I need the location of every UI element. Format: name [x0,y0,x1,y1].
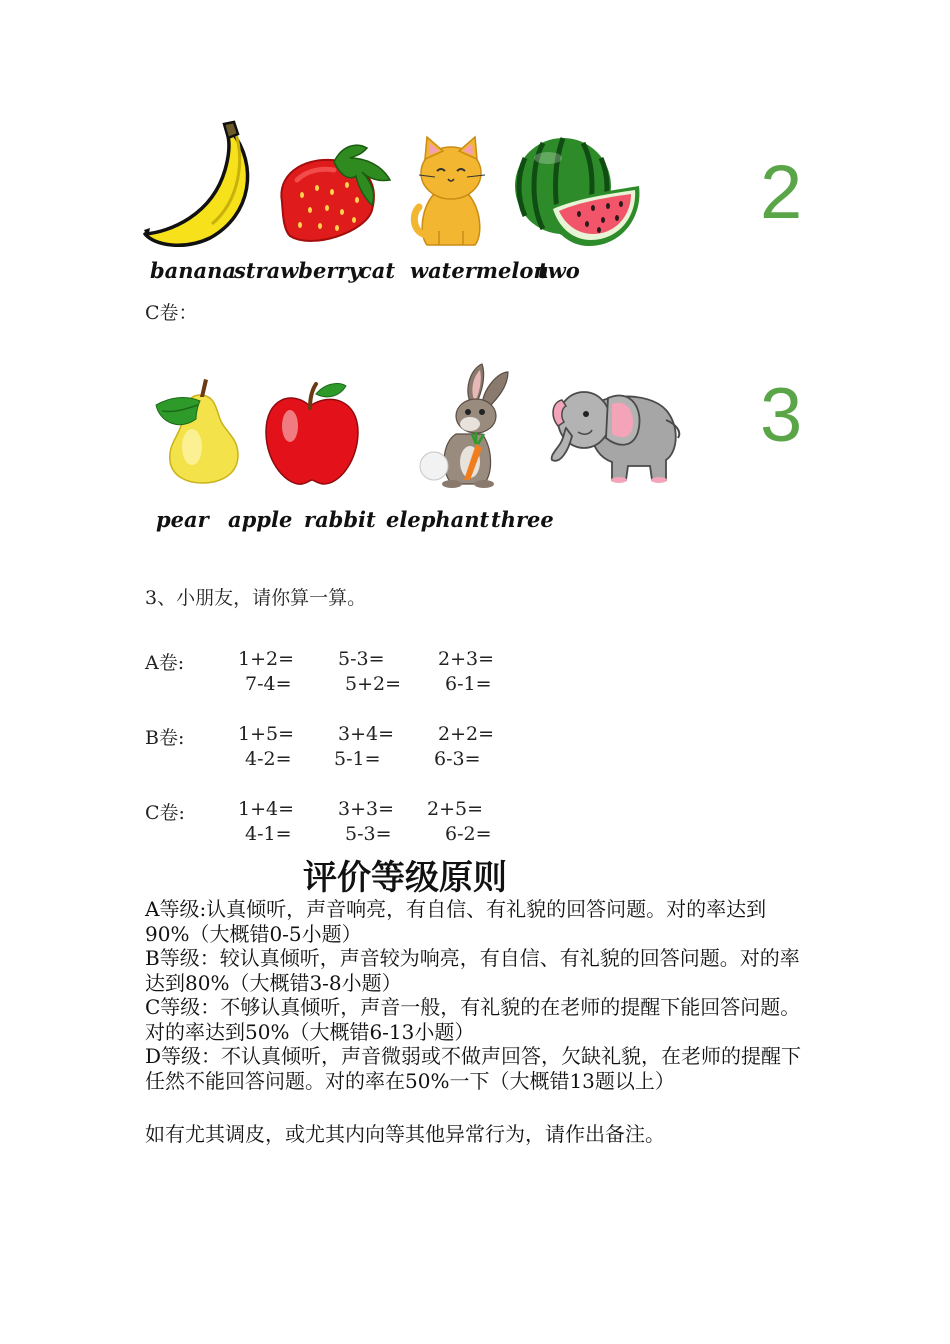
word-label: elephant [386,507,490,532]
evaluation-title: 评价等级原则 [303,858,507,898]
criterion-d: D等级：不认真倾听，声音微弱或不做声回答，欠缺礼貌，在老师的提醒下任然不能回答问题。对的率在50%一下（大概错13题以上） [145,1044,802,1093]
elephant-icon [548,380,683,488]
section-label: C卷： [145,302,198,324]
math-problem: 5+2= [345,673,402,695]
apple-icon [262,380,360,488]
math-problem: 2+2= [438,723,495,745]
word-label: two [538,258,580,283]
word-label: cat [359,258,396,283]
math-problem: 6-3= [434,748,481,770]
word-label: pear [156,507,209,532]
math-problem: 6-2= [445,823,492,845]
criterion-a: A等级:认真倾听，声音响亮，有自信、有礼貌的回答问题。对的率达到90%（大概错0-5小题） [145,897,767,946]
math-problem: 7-4= [245,673,292,695]
math-problem: 3+4= [338,723,395,745]
math-group-label: B卷: [145,727,185,749]
math-problem: 5-3= [338,648,385,670]
strawberry-icon [272,140,397,250]
rabbit-icon [412,362,510,490]
math-problem: 2+3= [438,648,495,670]
pear-icon [150,375,245,485]
math-problem: 4-2= [245,748,292,770]
math-problem: 5-1= [334,748,381,770]
math-problem: 5-3= [345,823,392,845]
math-group-label: A卷: [145,652,185,674]
criterion-b: B等级：较认真倾听，声音较为响亮，有自信、有礼貌的回答问题。对的率达到80%（大概错3-8小题） [145,946,800,995]
math-problem: 6-1= [445,673,492,695]
banana-icon [140,120,265,250]
remark-note: 如有尤其调皮，或尤其内向等其他异常行为，请作出备注。 [145,1122,665,1146]
cat-icon [413,135,495,250]
math-group-label: C卷: [145,802,185,824]
math-problem: 3+3= [338,798,395,820]
word-label: banana [150,258,237,283]
word-label: apple [228,507,293,532]
watermelon-icon [513,136,645,248]
math-problem: 1+4= [238,798,295,820]
math-problem: 2+5= [427,798,484,820]
math-problem: 4-1= [245,823,292,845]
math-problem: 1+2= [238,648,295,670]
count-number: 2 [760,150,803,235]
math-title: 3、小朋友，请你算一算。 [145,587,367,609]
word-label: rabbit [304,507,376,532]
word-label: watermelon [410,258,549,283]
criterion-c: C等级：不够认真倾听，声音一般，有礼貌的在老师的提醒下能回答问题。对的率达到50%（大概错6-13小题） [145,995,801,1044]
count-number: 3 [760,373,803,458]
word-label: strawberry [234,258,361,283]
word-label: three [491,507,554,532]
math-problem: 1+5= [238,723,295,745]
